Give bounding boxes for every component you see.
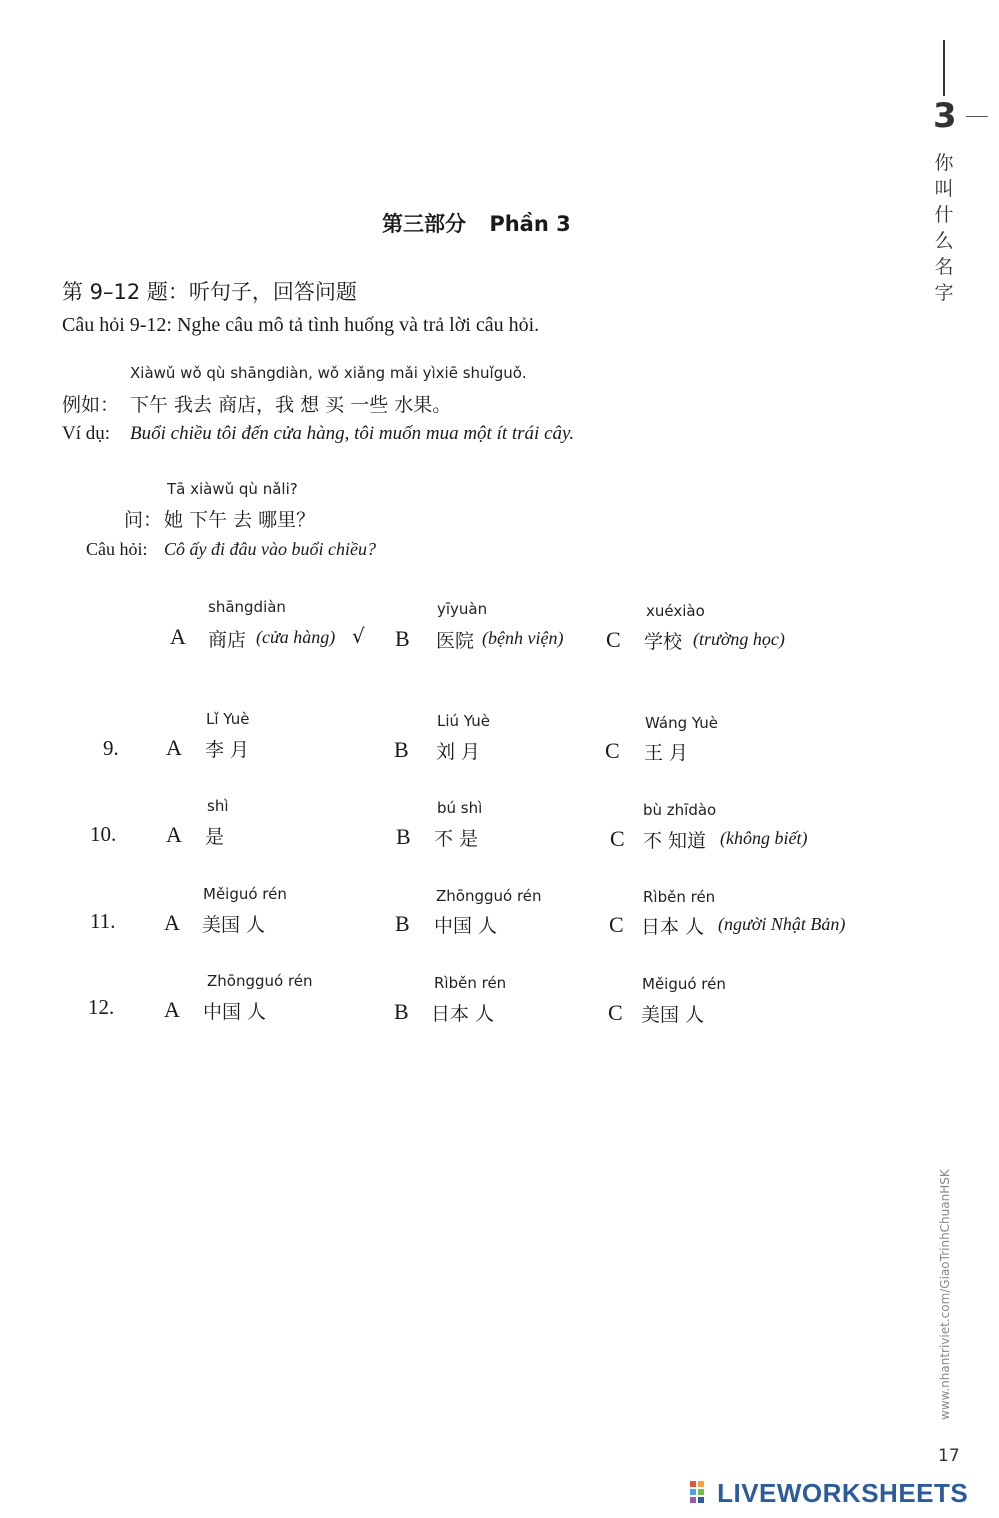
- side-rule-top: [943, 40, 945, 96]
- brand-name: LIVEWORKSHEETS: [717, 1478, 969, 1508]
- option-pinyin: Zhōngguó rén: [207, 972, 313, 990]
- option-pinyin: Lǐ Yuè: [206, 710, 250, 728]
- option-cn: 日本 人: [431, 1003, 495, 1025]
- option-pinyin: shì: [207, 797, 229, 815]
- option-pinyin: Wáng Yuè: [645, 714, 719, 732]
- option-vi: (bệnh viện): [482, 628, 564, 648]
- chapter-tick: [966, 116, 988, 117]
- option-letter: A: [166, 822, 182, 847]
- option-letter: C: [608, 1000, 623, 1025]
- option-pinyin: Měiguó rén: [642, 975, 726, 993]
- option-pinyin: shāngdiàn: [208, 598, 286, 616]
- instruction-cn: 第 9–12 题：听句子，回答问题: [62, 280, 357, 304]
- option-cn: 是: [205, 826, 225, 848]
- option-cn: 不 是: [434, 828, 479, 850]
- example-label-vi: Ví dụ:: [62, 423, 111, 444]
- option-pinyin: bù zhīdào: [643, 801, 717, 819]
- option-cn: 美国 人: [641, 1004, 705, 1026]
- option-cn: 李 月: [205, 739, 250, 761]
- option-pinyin: Rìběn rén: [434, 974, 507, 992]
- question-number: 11.: [90, 909, 116, 933]
- option-letter: B: [396, 824, 411, 849]
- option-pinyin: Zhōngguó rén: [436, 887, 542, 905]
- option-letter: B: [394, 737, 409, 762]
- option-pinyin: Měiguó rén: [203, 885, 287, 903]
- example-pinyin: Xiàwǔ wǒ qù shāngdiàn, wǒ xiǎng mǎi yìxiē shuǐguǒ.: [130, 364, 527, 382]
- option-letter: A: [164, 997, 180, 1022]
- option-letter: A: [170, 624, 186, 649]
- question-number: 12.: [88, 995, 115, 1019]
- option-cn: 美国 人: [202, 914, 266, 936]
- option-letter: A: [164, 910, 180, 935]
- example-cn: 下午 我去 商店，我 想 买 一些 水果。: [130, 394, 452, 416]
- section-title-cn: 第三部分: [382, 212, 466, 236]
- question-label-vi: Câu hỏi:: [86, 539, 148, 559]
- option-vi: (người Nhật Bản): [718, 914, 846, 934]
- question-number: 9.: [103, 736, 119, 760]
- option-cn: 中国 人: [434, 915, 498, 937]
- option-letter: C: [610, 826, 625, 851]
- brand-grid-icon: [690, 1481, 712, 1507]
- option-vi: (trường học): [693, 629, 785, 649]
- option-pinyin: bú shì: [437, 799, 483, 817]
- option-cn: 王 月: [644, 742, 689, 764]
- section-title-vi: Phần 3: [489, 212, 571, 236]
- instruction-vi: Câu hỏi 9-12: Nghe câu mô tả tình huống và trả lời câu hỏi.: [62, 314, 540, 336]
- section-title: [382, 208, 571, 238]
- option-pinyin: xuéxiào: [646, 602, 705, 620]
- example-vi: Buổi chiều tôi đến cửa hàng, tôi muốn mua một ít trái cây.: [130, 423, 575, 444]
- question-vi: Cô ấy đi đâu vào buổi chiều?: [164, 539, 376, 559]
- option-cn: 刘 月: [436, 741, 481, 763]
- option-letter: A: [166, 735, 182, 760]
- question-cn: 她 下午 去 哪里？: [164, 509, 316, 531]
- page-number: 17: [938, 1446, 960, 1466]
- option-cn: 日本 人: [641, 916, 705, 938]
- option-letter: B: [395, 626, 410, 651]
- option-cn: 学校: [644, 631, 683, 653]
- publisher-url[interactable]: www.nhantriviet.com/GiaoTrinhChuanHSK: [938, 1169, 952, 1420]
- option-cn: 医院: [436, 630, 475, 652]
- option-letter: C: [606, 627, 621, 652]
- option-pinyin: Rìběn rén: [643, 888, 716, 906]
- option-letter: C: [605, 738, 620, 763]
- option-letter: B: [395, 911, 410, 936]
- option-cn: 商店: [208, 629, 247, 651]
- chapter-number: 3: [933, 96, 957, 136]
- option-letter: C: [609, 912, 624, 937]
- option-letter: B: [394, 999, 409, 1024]
- option-vi: (cửa hàng): [256, 627, 336, 647]
- option-cn: 中国 人: [203, 1001, 267, 1023]
- chapter-title-vertical: 你叫什么名字: [934, 152, 954, 304]
- option-vi: (không biết): [720, 828, 808, 848]
- question-label-cn: 问：: [124, 509, 163, 531]
- question-pinyin: Tā xiàwǔ qù nǎli?: [167, 480, 298, 498]
- option-pinyin: Liú Yuè: [437, 712, 490, 730]
- check-mark: √: [352, 624, 365, 648]
- option-cn: 不 知道: [643, 830, 707, 852]
- option-pinyin: yīyuàn: [437, 600, 488, 618]
- example-label-cn: 例如：: [62, 394, 120, 416]
- brand-logo[interactable]: [690, 1478, 968, 1509]
- question-number: 10.: [90, 822, 117, 846]
